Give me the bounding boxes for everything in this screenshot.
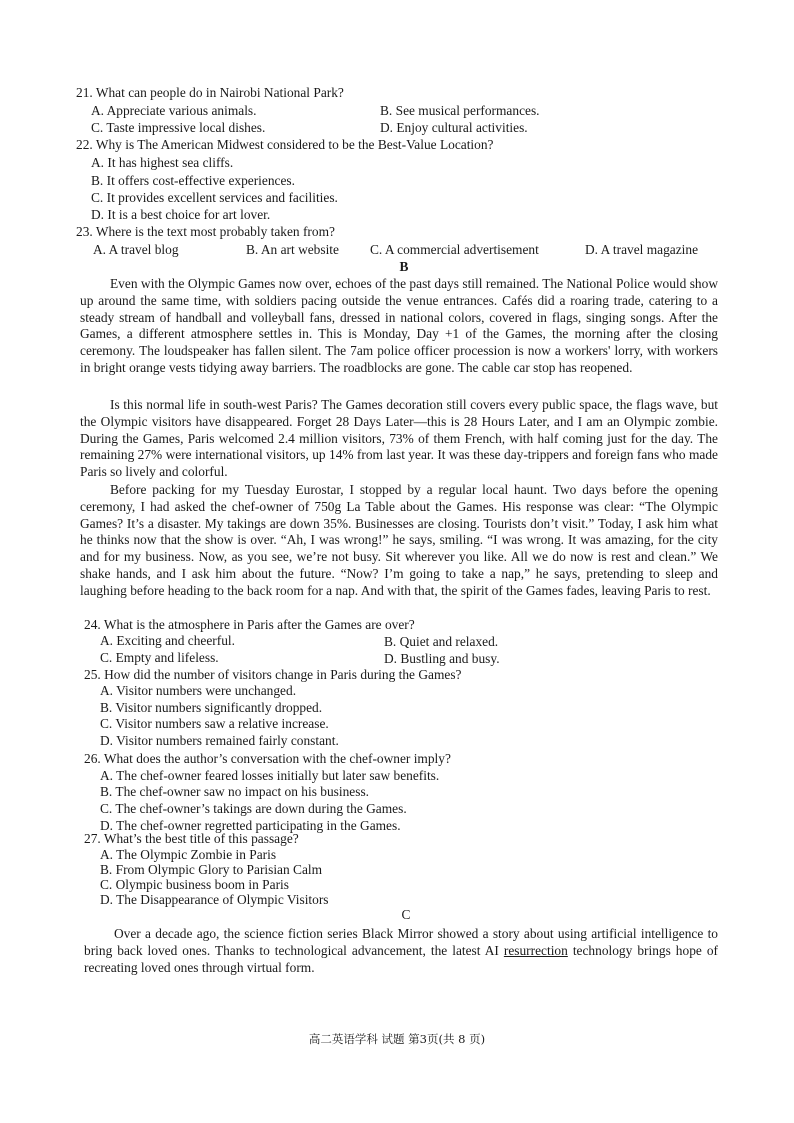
option: C. The chef-owner’s takings are down during the Games. <box>100 801 407 816</box>
option: D. It is a best choice for art lover. <box>91 207 271 222</box>
section-b-heading: B <box>399 259 409 274</box>
option: B. It offers cost-effective experiences. <box>91 173 295 188</box>
page-footer: 高二英语学科 试题 第3页(共 8 页) <box>308 1032 486 1046</box>
question-stem: 21. What can people do in Nairobi National Park? <box>76 85 344 100</box>
option: C. Empty and lifeless. <box>100 650 219 665</box>
option: A. The chef-owner feared losses initially but later saw benefits. <box>100 768 440 783</box>
option: C. Visitor numbers saw a relative increase. <box>100 716 329 731</box>
option: C. It provides excellent services and facilities. <box>91 190 338 205</box>
option: B. See musical performances. <box>380 103 540 118</box>
passage-c-text-after: technology brings hope of recreating loved ones through virtual form. <box>84 942 718 975</box>
passage-c-paragraph <box>84 926 718 976</box>
option: D. The chef-owner regretted participating in the Games. <box>100 818 401 833</box>
underlined-vocabulary-word: resurrection <box>503 942 568 958</box>
option: A. A travel blog <box>93 242 179 257</box>
option: C. Olympic business boom in Paris <box>100 877 289 892</box>
option: B. Quiet and relaxed. <box>384 634 499 649</box>
option: D. A travel magazine <box>585 242 699 257</box>
question-stem: 25. How did the number of visitors change in Paris during the Games? <box>84 667 462 682</box>
option: B. The chef-owner saw no impact on his business. <box>100 784 370 799</box>
option: B. Visitor numbers significantly dropped. <box>100 700 323 715</box>
option: D. Visitor numbers remained fairly constant. <box>100 733 339 748</box>
option: D. Bustling and busy. <box>384 651 500 666</box>
option: A. Appreciate various animals. <box>91 103 257 118</box>
question-stem: 26. What does the author’s conversation with the chef-owner imply? <box>84 751 451 766</box>
passage-c-text-before: Over a decade ago, the science fiction series Black Mirror showed a story about using artificial intelligence to bring back loved ones. Thanks to technological advancement, the latest AI <box>84 926 718 958</box>
option: C. A commercial advertisement <box>370 242 539 257</box>
question-stem: 22. Why is The American Midwest considered to be the Best-Value Location? <box>76 137 494 152</box>
passage-b-paragraph-1: Even with the Olympic Games now over, echoes of the past days still remained. The National Police would show up around the same time, with soldiers pacing outside the venue entrances. Cafés did a roaring trade, catering to a steady stream of handball and volleyball fans, dressed in national colors, covered in flags, singing songs. After the Games, a different atmosphere settles in. This is Monday, Day +1 of the Games, the morning after the closing ceremony. The loudspeaker has fallen silent. The 7am police officer procession is now a workers' lorry, with workers in bright orange vests tidying away barriers. The roadblocks are gone. The cable car stop has reopened. <box>80 276 718 375</box>
option: A. It has highest sea cliffs. <box>91 155 234 170</box>
option: A. The Olympic Zombie in Paris <box>100 847 277 862</box>
passage-b-paragraph-3: Before packing for my Tuesday Eurostar, I stopped by a regular local haunt. Two days before the opening ceremony, I had asked the chef-owner of 750g La Table about the Games. His response was clear: “The Olympic Games? It’s a disaster. My takings are down 35%. Businesses are closing. Tourists don’t visit.” Today, I ask him what he thinks now that the show is over. “Ah, I was wrong!” he says, smiling. “I was wrong. It was amazing, for the city and for my business. Now, as you see, we’re not busy. Sit wherever you like. All we do now is rest and clean.” We shake hands, and I ask him about the future. “Now? I’m going to take a nap,” he says, pretending to sleep and laughing before heading to the back room for a nap. And with that, the spirit of the Games fades, leaving Paris to rest. <box>80 482 718 598</box>
question-stem: 27. What’s the best title of this passage? <box>84 831 299 846</box>
option: D. The Disappearance of Olympic Visitors <box>100 892 329 907</box>
passage-b-paragraph-2: Is this normal life in south-west Paris? The Games decoration still covers every public space, the flags wave, but the Olympic visitors have disappeared. Forget 28 Days Later—this is 28 Hours Later, and I am an Olympic zombie. During the Games, Paris welcomed 2.4 million visitors, 73% of them French, with half coming just for the day. The remaining 27% were international visitors, up 14% from last year. It was these day-trippers and foreign fans who made Paris so lively and colorful. <box>80 397 718 480</box>
option: A. Exciting and cheerful. <box>100 633 235 648</box>
option: A. Visitor numbers were unchanged. <box>100 683 297 698</box>
option: C. Taste impressive local dishes. <box>91 120 266 135</box>
section-c-heading: C <box>401 907 411 922</box>
question-stem: 23. Where is the text most probably taken from? <box>76 224 335 239</box>
question-stem: 24. What is the atmosphere in Paris after the Games are over? <box>84 617 415 632</box>
option: D. Enjoy cultural activities. <box>380 120 528 135</box>
option: B. An art website <box>246 242 339 257</box>
option: B. From Olympic Glory to Parisian Calm <box>100 862 323 877</box>
